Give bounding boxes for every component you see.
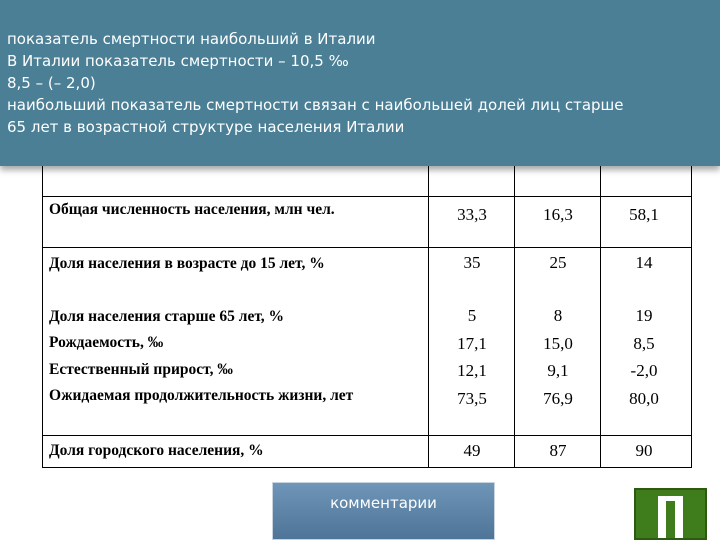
cell-value: 8,5 bbox=[633, 334, 655, 353]
cell-value: 80,0 bbox=[629, 389, 659, 408]
banner-line: В Италии показатель смертности – 10,5 ‰ bbox=[7, 52, 349, 70]
banner-line: 8,5 – (– 2,0) bbox=[7, 74, 96, 92]
cell-value: 58,1 bbox=[629, 205, 659, 224]
cell-value: 76,9 bbox=[543, 389, 573, 408]
banner-line: показатель смертности наибольший в Италии bbox=[7, 30, 376, 48]
banner-line: наибольший показатель смертности связан с наибольшей долей лиц старше bbox=[7, 96, 624, 114]
row-label-life-expectancy: Ожидаемая продолжительность жизни, лет bbox=[49, 387, 354, 404]
cell-value: 16,3 bbox=[543, 205, 573, 224]
return-icon bbox=[636, 490, 705, 538]
row-label-natural-growth: Естественный прирост, ‰ bbox=[49, 361, 233, 378]
cell-value: -2,0 bbox=[630, 361, 658, 380]
row-label-under-15: Доля населения в возрасте до 15 лет, % bbox=[49, 255, 325, 272]
cell-value: 19 bbox=[635, 306, 653, 325]
cell-value: 35 bbox=[463, 253, 481, 272]
banner-line: 65 лет в возрастной структуре населения Италии bbox=[7, 118, 405, 136]
row-label-urban-population: Доля городского населения, % bbox=[49, 442, 264, 459]
cell-value: 73,5 bbox=[457, 389, 487, 408]
cell-value: 25 bbox=[549, 253, 567, 272]
return-button[interactable] bbox=[634, 488, 707, 540]
cell-value: 17,1 bbox=[457, 334, 487, 353]
row-label-over-65: Доля населения старше 65 лет, % bbox=[49, 308, 285, 325]
cell-value: 15,0 bbox=[543, 334, 573, 353]
row-divider bbox=[43, 247, 691, 248]
comments-button[interactable]: комментарии bbox=[272, 482, 495, 540]
cell-value: 14 bbox=[635, 253, 653, 272]
cell-value: 9,1 bbox=[547, 361, 569, 380]
cell-value: 90 bbox=[635, 441, 653, 460]
cell-value: 87 bbox=[549, 441, 567, 460]
answer-banner bbox=[0, 0, 720, 166]
cell-value: 5 bbox=[467, 306, 477, 325]
cell-value: 49 bbox=[463, 441, 481, 460]
data-table bbox=[42, 150, 692, 468]
row-label-total-population: Общая численность населения, млн чел. bbox=[49, 201, 335, 218]
header-divider bbox=[43, 196, 691, 197]
row-divider bbox=[43, 435, 691, 436]
row-label-birth-rate: Рождаемость, ‰ bbox=[49, 334, 164, 351]
cell-value: 12,1 bbox=[457, 361, 487, 380]
cell-value: 33,3 bbox=[457, 205, 487, 224]
cell-value: 8 bbox=[553, 306, 563, 325]
